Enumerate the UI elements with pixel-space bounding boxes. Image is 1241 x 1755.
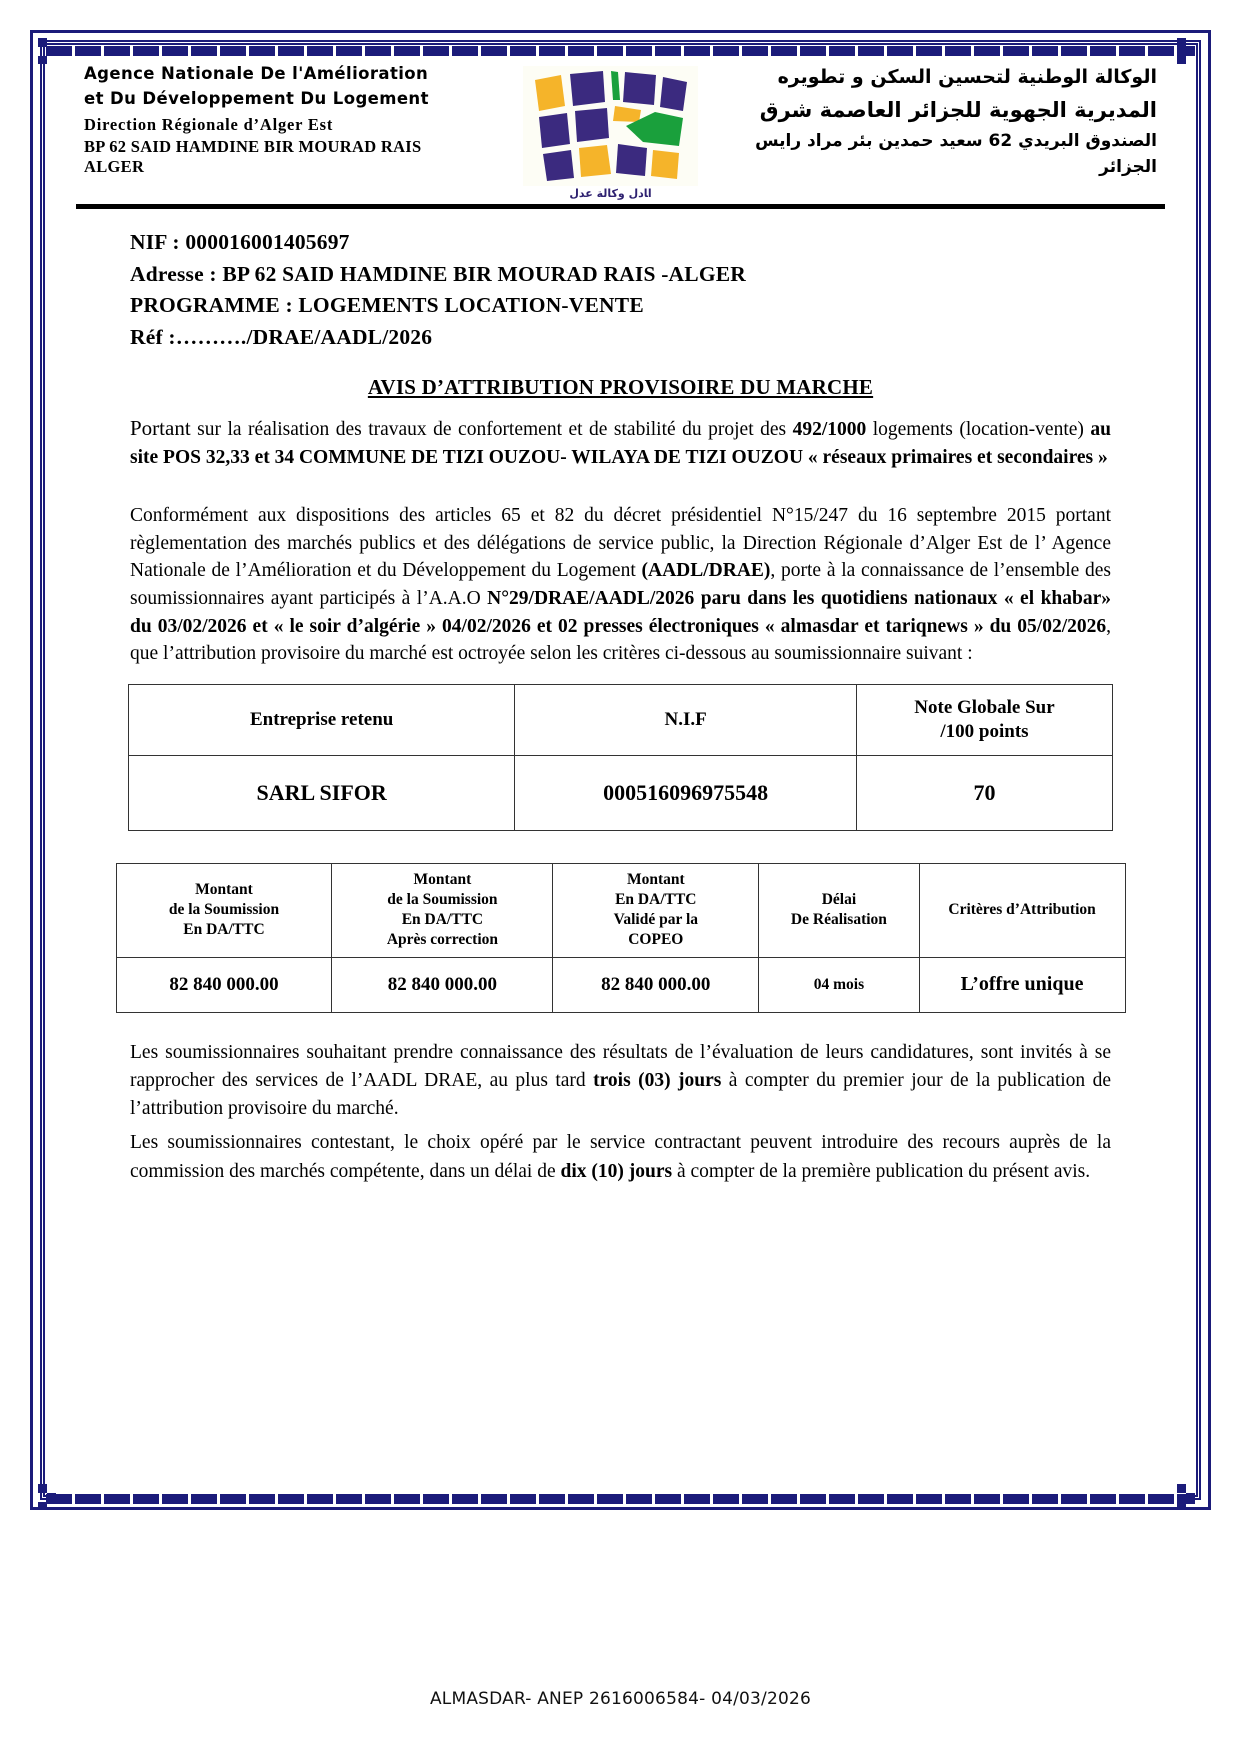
postal-address-line: BP 62 SAID HAMDINE BIR MOURAD RAIS ALGER <box>84 136 422 176</box>
paragraph-object <box>130 414 1111 472</box>
paragraph-conformement-t3: , que l’attribution provisoire du marché est octroyée selon les critères ci-dessous au soumissionnaire suivant : <box>130 615 1111 665</box>
reference-block <box>130 227 1171 353</box>
aadl-logo-wordmark: ﺍﺎﺩﻝ وكالة عدل <box>569 187 652 200</box>
paragraph-conformement-t2: , porte à la connaissance de l’ensemble des soumissionnaires ayant participés à l’A.A.O <box>130 560 1111 609</box>
cell-entreprise-note: 70 <box>857 756 1113 831</box>
arabic-city: الجزائر <box>1099 157 1157 178</box>
col-header-montant-corrige-l4: Après correction <box>386 931 498 949</box>
arabic-postal-address: الصندوق البريدي 62 سعيد حمدين بئر مراد رايس <box>755 130 1157 151</box>
cell-montant-soumission: 82 840 000.00 <box>116 957 332 1012</box>
regional-direction-line: Direction Régionale d’Alger Est <box>84 114 334 134</box>
col-header-montant-soumission-l3: En DA/TTC <box>183 921 265 939</box>
arabic-regional-direction: المديرية الجهوية للجزائر العاصمة شرق <box>759 98 1157 123</box>
col-header-montant-corrige-l2: de la Soumission <box>387 891 498 909</box>
document-page <box>70 62 1171 1186</box>
col-header-montant-copeo-l2: En DA/TTC <box>615 891 697 909</box>
paragraph-closing-second-t1: Les soumissionnaires contestant, le choix opéré par le service contractant peuvent introduire des recours auprès de la commission des marchés compétente, dans un délai de <box>130 1132 1111 1182</box>
table-montants <box>116 863 1126 1013</box>
header-separator-rule <box>76 204 1165 209</box>
col-header-nif: N.I.F <box>515 685 857 756</box>
cell-montant-corrige: 82 840 000.00 <box>332 957 553 1012</box>
paragraph-closing-first-t1: Les soumissionnaires souhaitant prendre connaissance des résultats de l’évaluation de leurs candidatures, sont invités à se rapprocher des services de l’AADL DRAE, au plus tard <box>130 1041 1111 1091</box>
paragraph-conformement-aadl-drae: (AADL/DRAE) <box>641 560 771 582</box>
paragraph-object-lead: Portant <box>130 416 191 441</box>
corner-ornament-bottom-right <box>1177 1484 1203 1510</box>
cell-entreprise-nif: 000516096975548 <box>515 756 857 831</box>
col-header-note-globale <box>857 685 1113 756</box>
col-header-montant-soumission-l2: de la Soumission <box>168 901 280 919</box>
border-band-top <box>46 46 1195 56</box>
paragraph-closing-second-t2: à compter de la première publication du présent avis. <box>672 1160 1091 1182</box>
col-header-note-globale-line1: Note Globale Sur <box>914 697 1055 719</box>
border-band-bottom <box>46 1494 1195 1504</box>
footer-anep-reference: ALMASDAR- ANEP 2616006584- 04/03/2026 <box>429 1689 812 1709</box>
aadl-logo-icon <box>523 66 698 186</box>
cell-delai: 04 mois <box>759 957 919 1012</box>
cell-entreprise-name: SARL SIFOR <box>129 756 515 831</box>
table-header-row <box>129 685 1113 756</box>
document-header <box>70 62 1171 200</box>
nif-line: NIF : 000016001405697 <box>130 230 350 254</box>
paragraph-object-t2: logements (location-vente) <box>866 419 1091 441</box>
paragraph-closing-delay-three-days: trois (03) jours <box>593 1069 722 1091</box>
col-header-montant-soumission-l1: Montant <box>195 881 253 899</box>
col-header-montant-copeo-l3: Validé par la <box>613 911 699 929</box>
paragraph-conformement <box>130 502 1111 668</box>
cell-criteres: L’offre unique <box>919 957 1125 1012</box>
col-header-delai-l2: De Réalisation <box>790 911 887 929</box>
col-header-note-globale-line2: /100 points <box>940 721 1029 742</box>
col-header-entreprise: Entreprise retenu <box>129 685 515 756</box>
paragraph-closing-first <box>130 1039 1111 1124</box>
table-entreprise-retenu <box>128 684 1113 831</box>
paragraph-conformement-aao-publication: N°29/DRAE/AADL/2026 paru dans les quotidiens nationaux « el khabar» du 03/02/2026 et « le soir d’algérie » 04/02/2026 et 02 presses électroniques « almasdar et tariqnews » du 05/02/2026 <box>130 587 1112 637</box>
col-header-delai <box>759 864 919 958</box>
col-header-montant-copeo-l4: COPEO <box>628 931 684 949</box>
reference-line: Réf :………./DRAE/AADL/2026 <box>130 324 433 349</box>
adresse-line: Adresse : BP 62 SAID HAMDINE BIR MOURAD RAIS -ALGER <box>130 261 747 286</box>
arabic-agency-name: الوكالة الوطنية لتحسين السكن و تطويره <box>777 66 1157 88</box>
paragraph-object-site: au site POS 32,33 et 34 COMMUNE DE TIZI OUZOU- WILAYA DE TIZI OUZOU « réseaux primaires et secondaires » <box>130 419 1111 469</box>
table-row <box>129 756 1113 831</box>
paragraph-object-housing-count: 492/1000 <box>792 419 867 441</box>
agency-name-line2: et Du Développement Du Logement <box>84 88 429 108</box>
corner-ornament-top-right <box>1177 38 1203 64</box>
paragraph-object-t1: sur la réalisation des travaux de confortement et de stabilité du projet des <box>190 419 793 441</box>
table-row <box>116 957 1125 1012</box>
col-header-criteres-l1: Critères d’Attribution <box>948 901 1096 919</box>
col-header-montant-copeo <box>553 864 759 958</box>
agency-name-line1: Agence Nationale De l'Amélioration <box>84 64 429 83</box>
col-header-delai-l1: Délai <box>821 891 857 909</box>
paragraph-closing-first-t2: à compter du premier jour de la publication de l’attribution provisoire du marché. <box>130 1069 1112 1120</box>
col-header-montant-corrige-l1: Montant <box>413 871 472 888</box>
table-header-row <box>116 864 1125 958</box>
col-header-montant-soumission <box>116 864 332 958</box>
aadl-logo <box>518 62 703 200</box>
paragraph-closing-delay-ten-days: dix (10) jours <box>560 1160 673 1182</box>
col-header-montant-corrige-l3: En DA/TTC <box>401 911 484 929</box>
page-title: AVIS D’ATTRIBUTION PROVISOIRE DU MARCHE <box>367 375 874 400</box>
paragraph-conformement-t1: Conformément aux dispositions des articles 65 et 82 du décret présidentiel N°15/247 du 16 septembre 2015 portant règlementation des marchés publics et des délégations de service public, la Direction Régionale d’Alger Est de l’ Agence Nationale de l’Amélioration et du Développement du Logement <box>130 504 1111 582</box>
header-right-block-arabic <box>737 62 1157 181</box>
header-left-block <box>84 62 484 177</box>
col-header-montant-corrige <box>332 864 553 958</box>
col-header-criteres <box>919 864 1125 958</box>
col-header-montant-copeo-l1: Montant <box>626 871 685 888</box>
cell-montant-copeo: 82 840 000.00 <box>553 957 759 1012</box>
corner-ornament-bottom-left <box>38 1484 64 1510</box>
paragraph-closing-second <box>130 1129 1111 1186</box>
programme-line: PROGRAMME : LOGEMENTS LOCATION-VENTE <box>130 293 644 318</box>
corner-ornament-top-left <box>38 38 64 64</box>
